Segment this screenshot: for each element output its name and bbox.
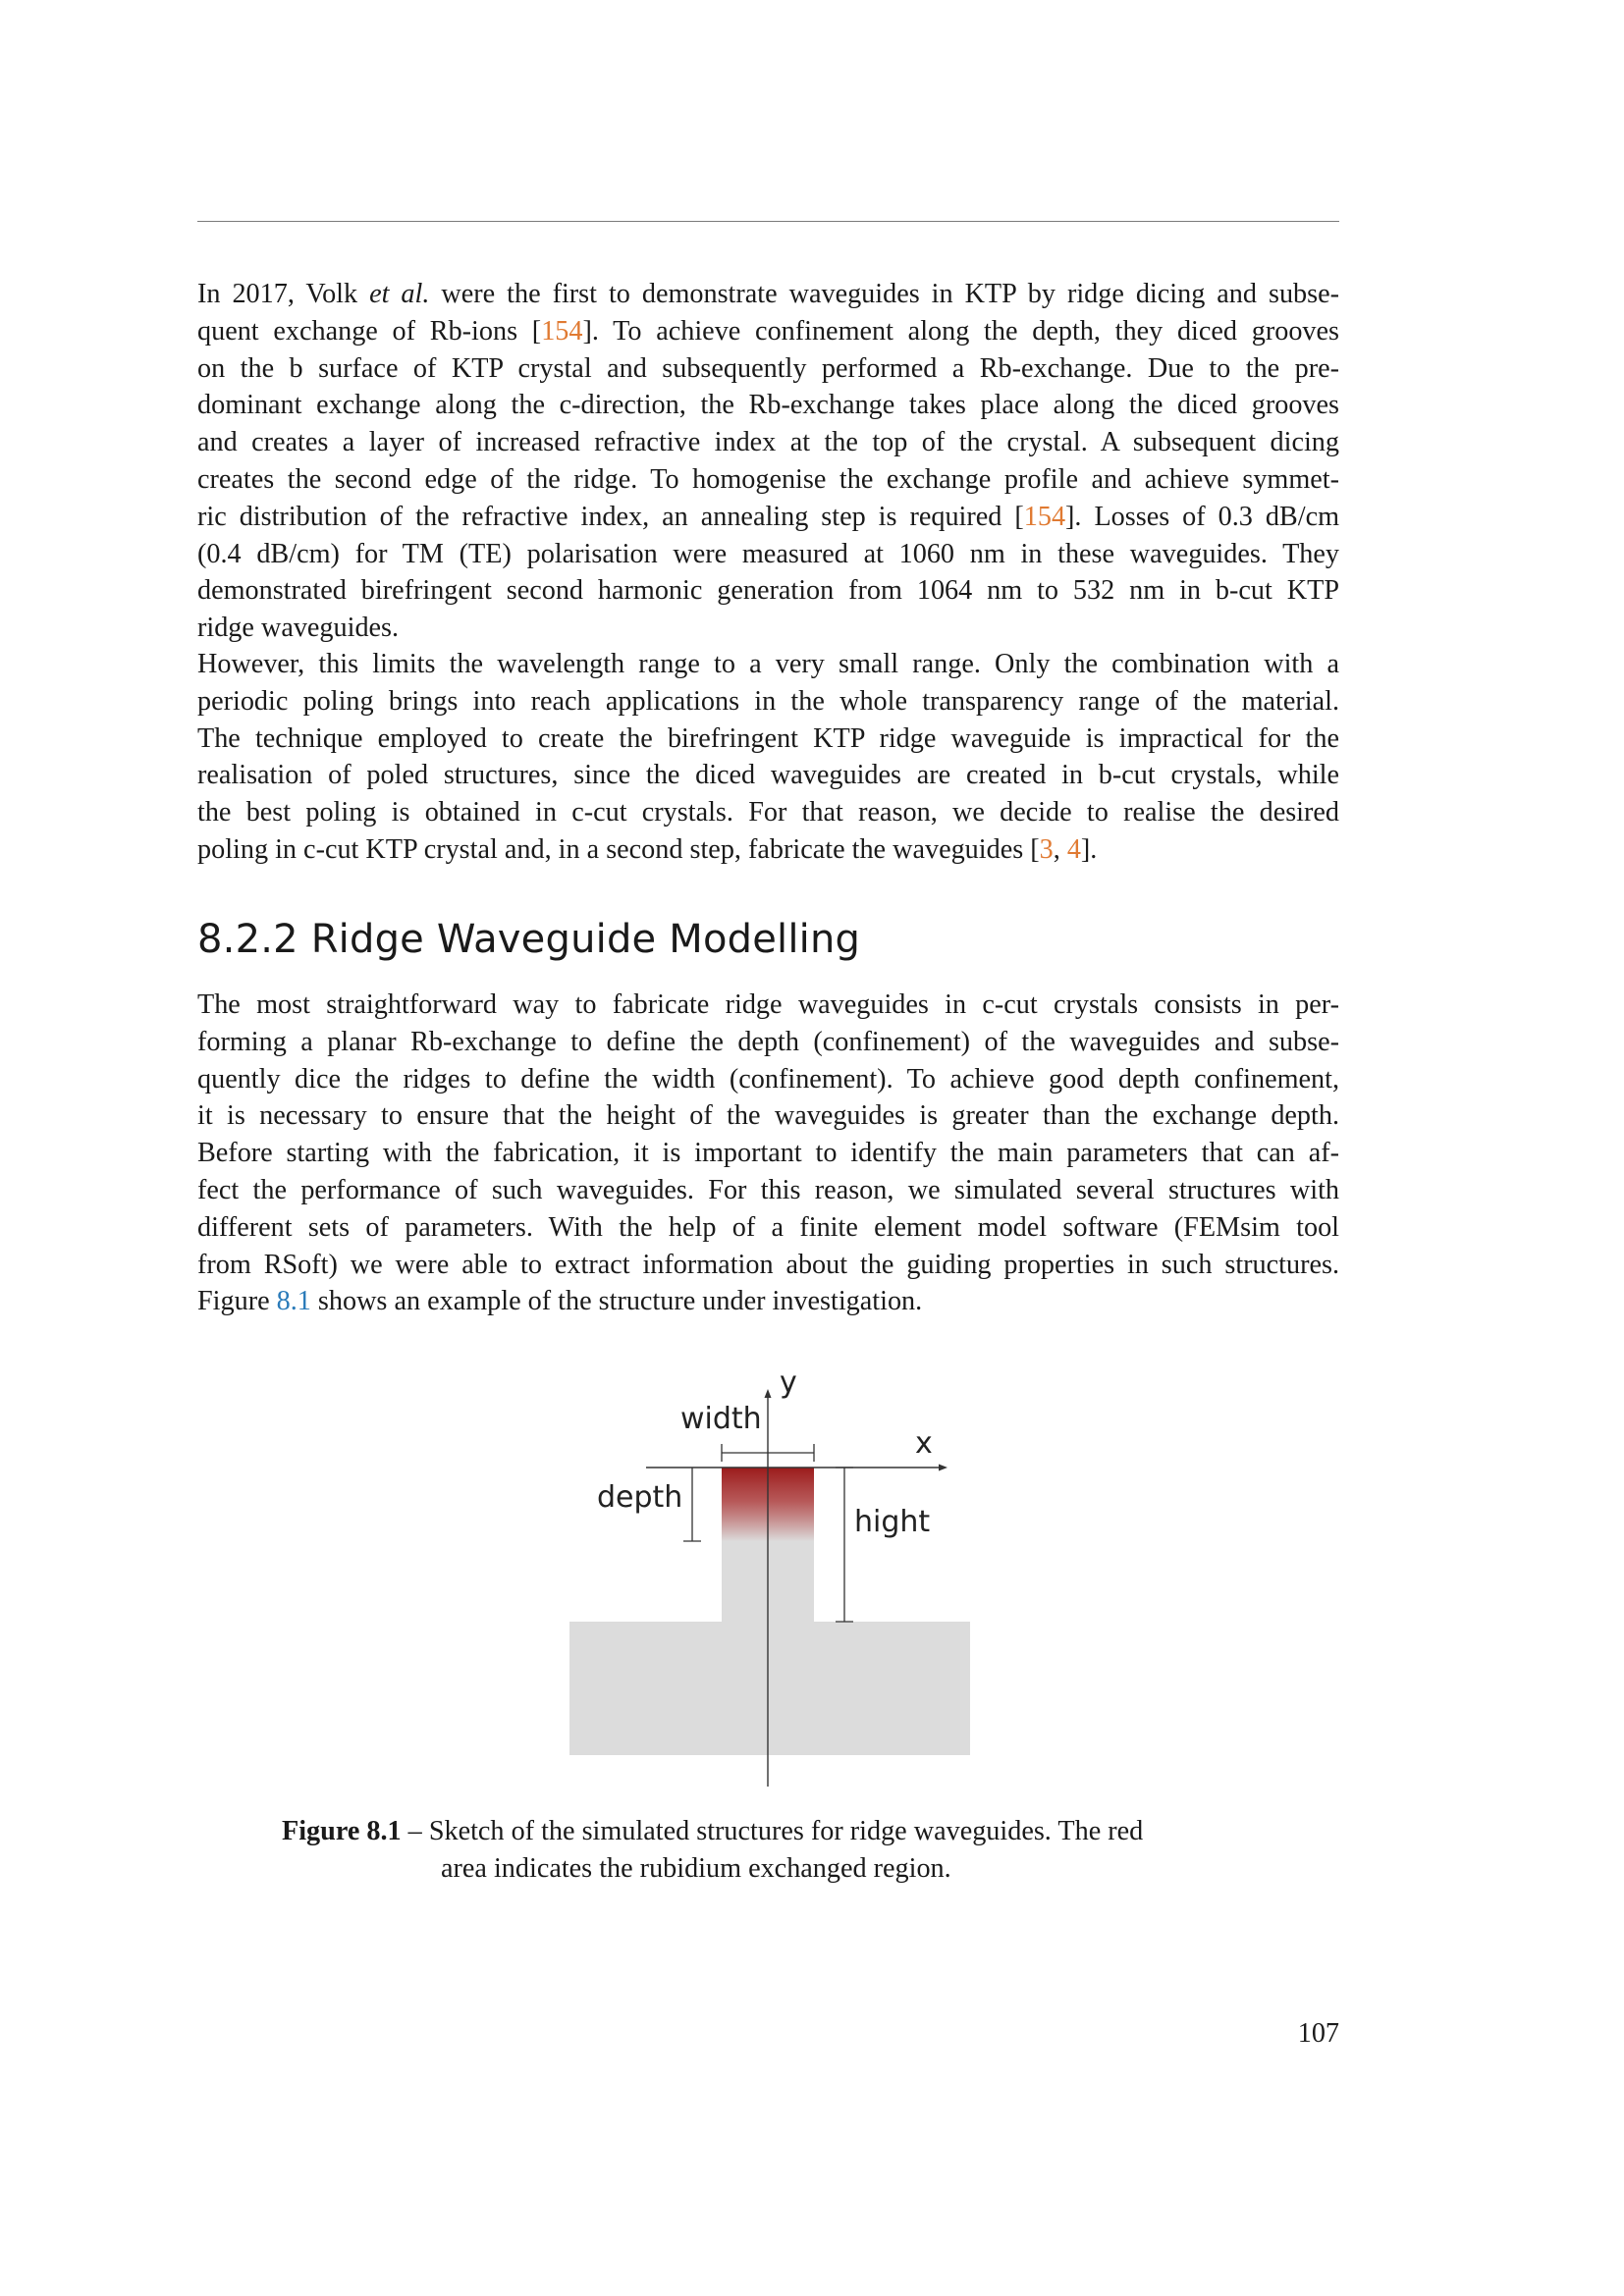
depth-dimension <box>683 1468 701 1541</box>
text-line: The technique employed to create the birefringent KTP ridge waveguide is impractical for the <box>197 722 1339 754</box>
text-line: demonstrated birefringent second harmonic generation from 1064 nm to 532 nm in b-cut KTP <box>197 575 1339 607</box>
figure-caption-label: Figure 8.1 <box>282 1816 402 1846</box>
text-line: quently dice the ridges to define the width (confinement). To achieve good depth confinement, <box>197 1063 1339 1095</box>
text-line: the best poling is obtained in c-cut crystals. For that reason, we decide to realise the desired <box>197 797 1339 828</box>
x-axis-label: x <box>915 1426 933 1461</box>
citation-link[interactable]: 4 <box>1066 833 1081 865</box>
text-line: and creates a layer of increased refractive index at the top of the crystal. A subsequent dicing <box>197 427 1339 458</box>
figure-reference-link[interactable]: 8.1 <box>276 1286 311 1317</box>
text-line: ric distribution of the refractive index, an annealing step is required [154]. Losses of 0.3 dB/cm <box>197 501 1340 532</box>
text-line: periodic poling brings into reach applications in the whole transparency range of the material. <box>197 685 1339 717</box>
hight-label: hight <box>854 1505 931 1539</box>
text-line: In 2017, Volk et al. were the first to demonstrate waveguides in KTP by ridge dicing and subse- <box>197 279 1339 309</box>
text-line: The most straightforward way to fabricate ridge waveguides in c-cut crystals consists in per- <box>197 989 1339 1020</box>
text-line: poling in c-cut KTP crystal and, in a second step, fabricate the waveguides [3, 4]. <box>197 833 1098 865</box>
header-rule <box>197 221 1339 222</box>
x-axis-arrowhead <box>939 1465 947 1471</box>
citation-link[interactable]: 154 <box>1023 501 1066 532</box>
text-line: Figure 8.1 shows an example of the structure under investigation. <box>197 1286 923 1317</box>
citation-link[interactable]: 3 <box>1039 833 1054 865</box>
text-line: it is necessary to ensure that the height of the waveguides is greater than the exchange depth. <box>197 1100 1339 1132</box>
text-line: on the b surface of KTP crystal and subsequently performed a Rb-exchange. Due to the pre- <box>197 352 1339 384</box>
figure-ridge-waveguide-sketch <box>550 1360 992 1791</box>
text-line: quent exchange of Rb-ions [154]. To achieve confinement along the depth, they diced grooves <box>197 315 1339 347</box>
text-line: Before starting with the fabrication, it is important to identify the main parameters that can af- <box>197 1138 1339 1169</box>
text-line: (0.4 dB/cm) for TM (TE) polarisation were measured at 1060 nm in these waveguides. They <box>197 538 1339 569</box>
text-line: different sets of parameters. With the help of a finite element model software (FEMsim tool <box>197 1211 1339 1243</box>
width-label: width <box>680 1402 762 1436</box>
paragraph-periodic-poling <box>197 646 1339 869</box>
text-line: dominant exchange along the c-direction, the Rb-exchange takes place along the diced grooves <box>197 390 1339 421</box>
y-axis-label: y <box>780 1365 797 1400</box>
section-heading: 8.2.2 Ridge Waveguide Modelling <box>197 917 861 962</box>
figure-caption-text-2: area indicates the rubidium exchanged region. <box>441 1853 951 1884</box>
figure-caption-text-1: – Sketch of the simulated structures for ridge waveguides. The red <box>401 1816 1144 1846</box>
depth-label: depth <box>597 1480 683 1515</box>
text-line: from RSoft) we were able to extract information about the guiding properties in such structures. <box>197 1249 1339 1280</box>
text-line: forming a planar Rb-exchange to define the depth (confinement) of the waveguides and subse- <box>197 1026 1339 1057</box>
paragraph-ridge-modelling <box>197 987 1339 1320</box>
paragraph-volk-waveguides <box>197 276 1339 647</box>
y-axis-arrowhead <box>765 1389 772 1398</box>
text-line: creates the second edge of the ridge. To homogenise the exchange profile and achieve symmet- <box>197 463 1339 495</box>
emphasis: et al. <box>369 279 430 309</box>
text-line: ridge waveguides. <box>197 613 400 644</box>
substrate-block <box>569 1622 970 1755</box>
text-line: fect the performance of such waveguides. For this reason, we simulated several structures with <box>197 1174 1339 1205</box>
page-number: 107 <box>1297 2018 1339 2049</box>
text-line: realisation of poled structures, since the diced waveguides are created in b-cut crystals, while <box>197 760 1339 791</box>
text-line: However, this limits the wavelength range to a very small range. Only the combination with a <box>197 649 1339 679</box>
figure-caption <box>282 1813 1254 1888</box>
citation-link[interactable]: 154 <box>541 315 583 347</box>
hight-dimension <box>836 1468 853 1622</box>
